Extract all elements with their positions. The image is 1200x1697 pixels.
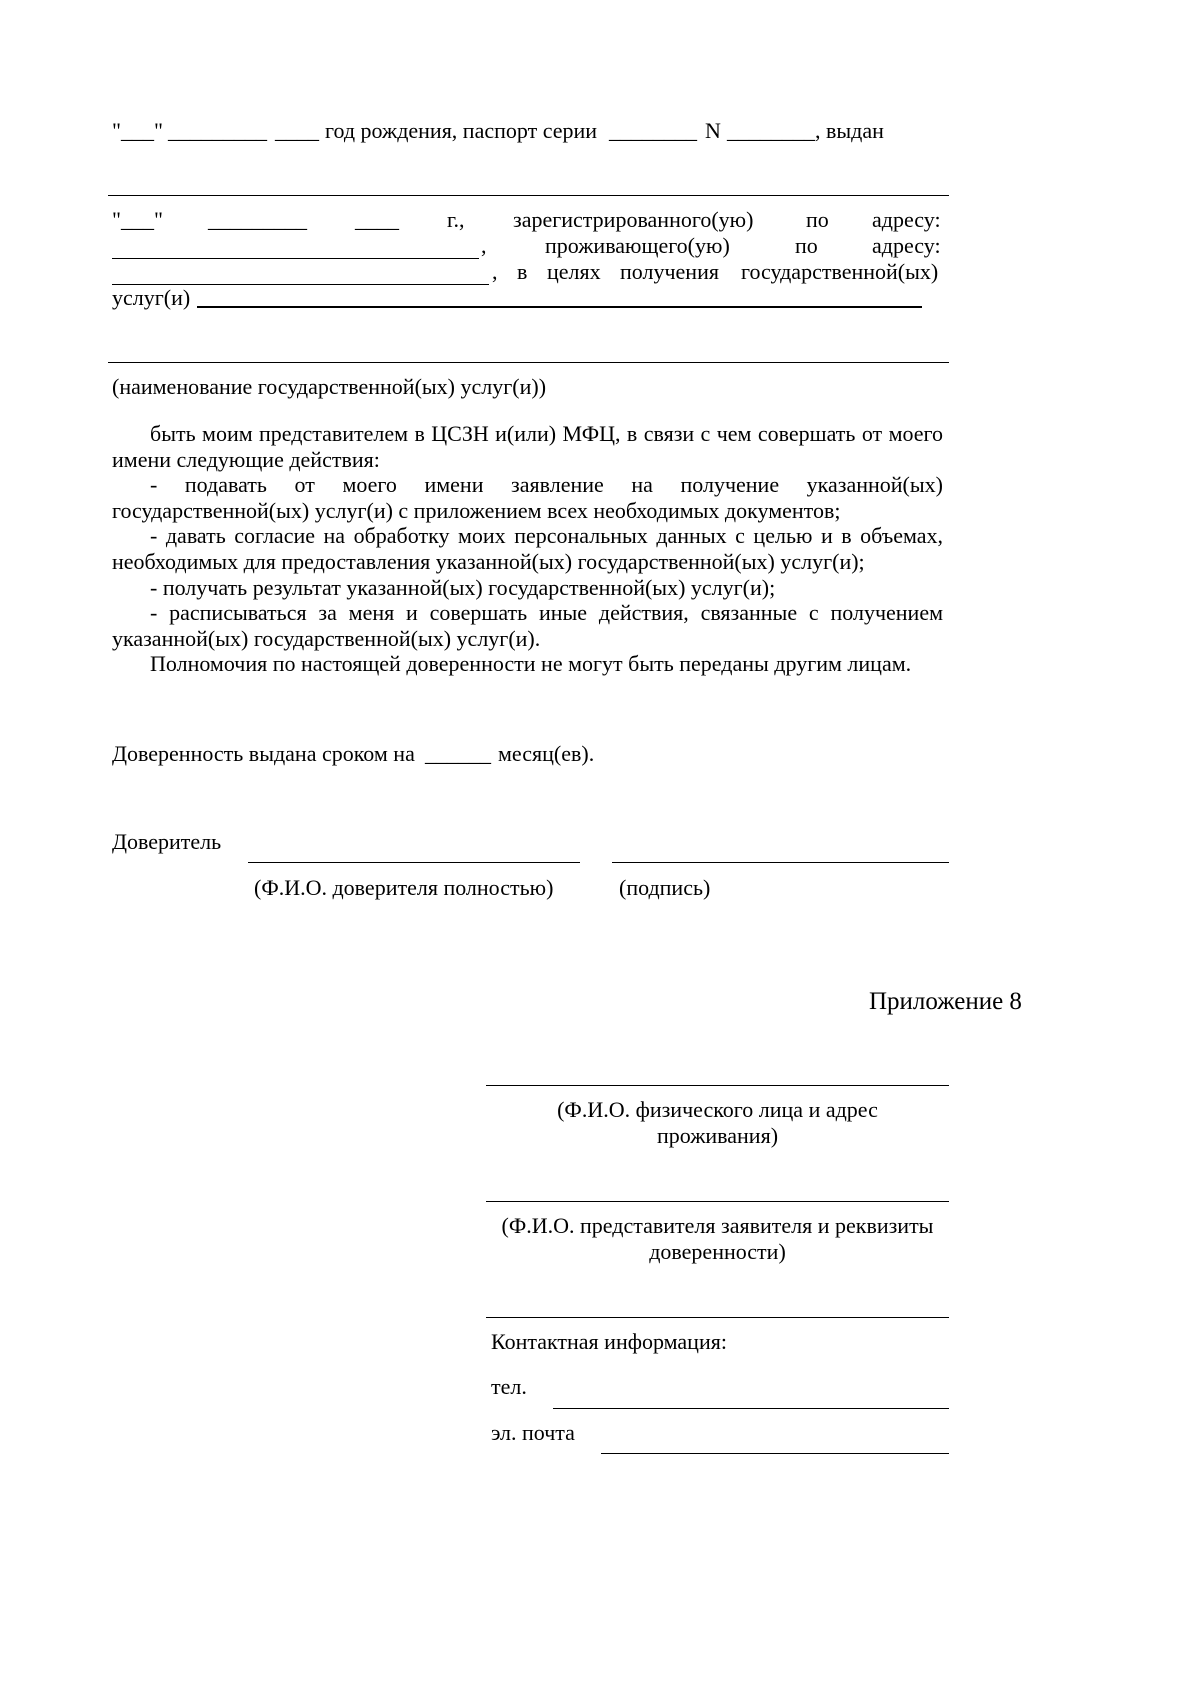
year-abbrev: г.,: [447, 207, 465, 232]
blank-year: ____: [355, 207, 399, 232]
divider-line-2: [108, 362, 949, 363]
phone-line: [553, 1408, 949, 1409]
service-name-caption: (наименование государственной(ых) услуг(и)): [112, 374, 547, 399]
powers-statement: Полномочия по настоящей доверенности не могут быть переданы другим лицам.: [150, 651, 912, 676]
action-item-2-line-1: - давать согласие на обработку моих персональных данных с целью и в объемах,: [150, 523, 943, 548]
blank-series: ________: [609, 118, 697, 143]
purpose-word: получения: [620, 259, 719, 284]
signature-caption: (подпись): [619, 875, 711, 900]
by-word: по: [795, 233, 818, 258]
comma: ,: [481, 233, 487, 258]
email-line: [601, 1453, 949, 1454]
address-word: адресу:: [872, 233, 941, 258]
contact-line: [486, 1317, 949, 1318]
representative-line: [486, 1201, 949, 1202]
purpose-word: в: [517, 259, 528, 284]
action-item-4-line-2: указанной(ых) государственной(ых) услуг(и).: [112, 626, 541, 651]
registered-text: зарегистрированного(ую): [513, 207, 754, 232]
person-caption-line-2: проживания): [656, 1123, 779, 1148]
blank-year: ____: [275, 118, 319, 143]
issued-text: , выдан: [815, 118, 884, 143]
residing-text: проживающего(ую): [545, 233, 730, 258]
appendix-title: Приложение 8: [869, 988, 1022, 1015]
services-label: услуг(и): [112, 285, 191, 310]
number-sign: N: [705, 118, 721, 143]
action-item-1-line-2: государственной(ых) услуг(и) с приложением всех необходимых документов;: [112, 498, 841, 523]
blank-month: _________: [208, 207, 307, 232]
purpose-word: целях: [547, 259, 601, 284]
purpose-word: государственной(ых): [741, 259, 939, 284]
principal-fio-caption: (Ф.И.О. доверителя полностью): [254, 875, 554, 900]
principal-fio-line: [248, 862, 580, 863]
contact-label: Контактная информация:: [491, 1329, 727, 1354]
blank-month: _________: [168, 118, 267, 143]
principal-signature-line: [612, 862, 949, 863]
services-blank: [197, 306, 922, 308]
action-item-2-line-2: необходимых для предоставления указанной(ых) государственной(ых) услуг(и);: [112, 549, 865, 574]
principal-label: Доверитель: [112, 829, 222, 854]
by-word: по: [806, 207, 829, 232]
date-quote-blank: "___": [112, 207, 163, 232]
email-label: эл. почта: [491, 1420, 575, 1445]
phone-label: тел.: [491, 1374, 527, 1399]
term-months-blank: ______: [425, 741, 491, 766]
registration-address-blank: [112, 258, 479, 259]
action-item-4-line-1: - расписываться за меня и совершать иные действия, связанные с получением: [150, 600, 943, 625]
divider-line-1: [108, 195, 949, 196]
date-quote-blank: "___": [112, 118, 163, 143]
intro-line-1: быть моим представителем в ЦСЗН и(или) МФЦ, в связи с чем совершать от моего: [150, 421, 943, 446]
person-caption-line-1: (Ф.И.О. физического лица и адрес: [557, 1097, 878, 1122]
comma: ,: [492, 259, 498, 284]
blank-number: ________: [727, 118, 815, 143]
action-item-1-line-1: - подавать от моего имени заявление на получение указанной(ых): [150, 472, 943, 497]
term-text: Доверенность выдана сроком на: [112, 741, 415, 766]
birth-passport-text: год рождения, паспорт серии: [325, 118, 598, 143]
representative-caption-line-2: доверенности): [649, 1239, 786, 1264]
person-line: [486, 1085, 949, 1086]
action-item-3: - получать результат указанной(ых) государственной(ых) услуг(и);: [150, 575, 776, 600]
intro-line-2: имени следующие действия:: [112, 447, 380, 472]
address-word: адресу:: [872, 207, 941, 232]
representative-caption-line-1: (Ф.И.О. представителя заявителя и реквизиты: [501, 1213, 934, 1238]
months-word: месяц(ев).: [498, 741, 595, 766]
